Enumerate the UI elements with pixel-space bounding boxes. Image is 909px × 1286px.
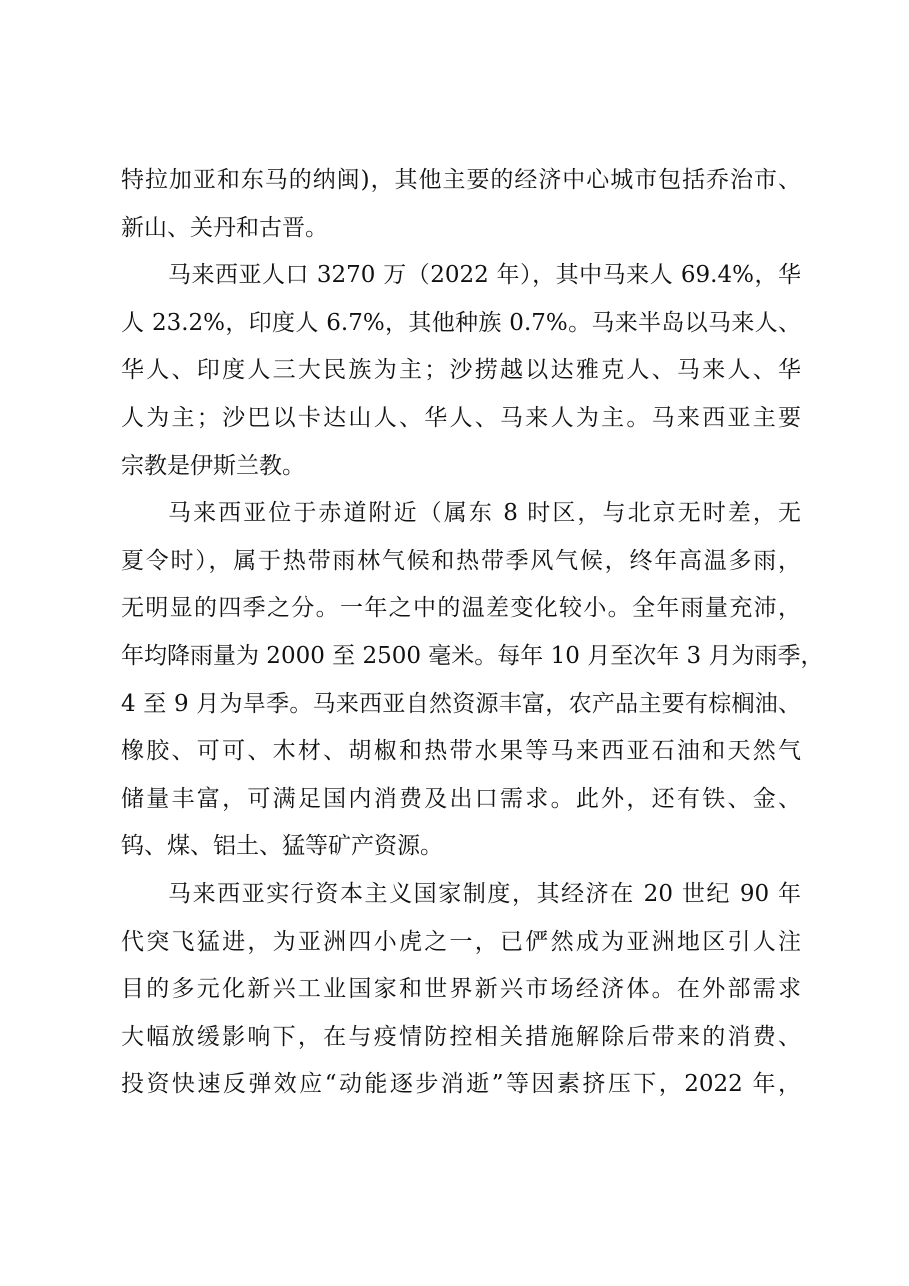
- text-line: 人为主；沙巴以卡达山人、华人、马来人为主。马来西亚主要: [121, 404, 801, 431]
- text-line: 人 23.2%，印度人 6.7%，其他种族 0.7%。马来半岛以马来人、: [121, 309, 801, 336]
- text-line: 宗教是伊斯兰教。: [121, 452, 305, 479]
- text-line: 储量丰富，可满足国内消费及出口需求。此外，还有铁、金、: [121, 785, 801, 812]
- text-line: 马来西亚人口 3270 万（2022 年），其中马来人 69.4%，华: [168, 262, 801, 289]
- text-line: 马来西亚位于赤道附近（属东 8 时区，与北京无时差，无: [168, 500, 801, 527]
- text-line: 无明显的四季之分。一年之中的温差变化较小。全年雨量充沛，: [121, 595, 801, 622]
- body-text: [121, 157, 824, 1109]
- text-line: 目的多元化新兴工业国家和世界新兴市场经济体。在外部需求: [121, 976, 801, 1003]
- text-line: 橡胶、可可、木材、胡椒和热带水果等马来西亚石油和天然气: [121, 738, 801, 765]
- text-line: 钨、煤、铝土、猛等矿产资源。: [121, 833, 443, 860]
- text-line: 4 至 9 月为旱季。马来西亚自然资源丰富，农产品主要有棕榈油、: [121, 690, 801, 717]
- text-line: 新山、关丹和古晋。: [121, 214, 328, 241]
- text-line: 华人、印度人三大民族为主；沙捞越以达雅克人、马来人、华: [121, 357, 801, 384]
- text-line: 年均降雨量为 2000 至 2500 毫米。每年 10 月至次年 3 月为雨季，: [121, 642, 824, 669]
- text-line: 特拉加亚和东马的纳闽)，其他主要的经济中心城市包括乔治市、: [121, 167, 801, 193]
- text-line: 夏令时），属于热带雨林气候和热带季风气候，终年高温多雨，: [121, 547, 801, 574]
- text-line: 大幅放缓影响下，在与疫情防控相关措施解除后带来的消费、: [121, 1023, 801, 1050]
- text-line: 代突飞猛进，为亚洲四小虎之一，已俨然成为亚洲地区引人注: [121, 928, 801, 955]
- text-line: 投资快速反弹效应“动能逐步消逝”等因素挤压下，2022 年，: [121, 1071, 801, 1098]
- text-line: 马来西亚实行资本主义国家制度，其经济在 20 世纪 90 年: [168, 880, 801, 907]
